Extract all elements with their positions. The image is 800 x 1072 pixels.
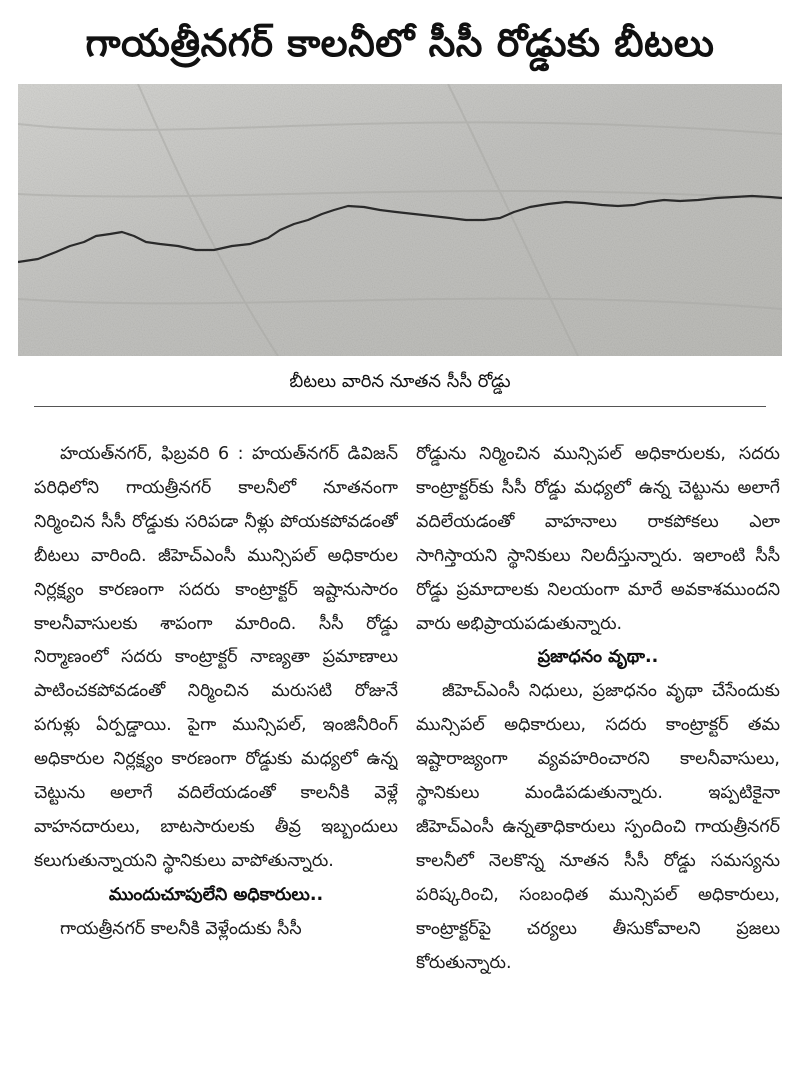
body-paragraph: రోడ్డును నిర్మించిన మున్సిపల్ అధికారులకు, సదరు కాంట్రాక్టర్‌కు సీసీ రోడ్డు మధ్యలో ఉన్న చెట్టును అలాగే వదిలేయడంతో వాహనాలు రాకపోకలు ఎలా సాగిస్తాయని స్థానికులు నిలదీస్తున్నారు. ఇలాంటి సీసీ రోడ్డు ప్రమాదాలకు నిలయంగా మారే అవకాశముందని వారు అభిప్రాయపడుతున్నారు.	[416, 444, 780, 634]
article-column-right	[416, 438, 780, 1058]
subheading: ప్రజాధనం వృథా..	[537, 647, 659, 668]
road-surface	[18, 84, 782, 356]
body-paragraph: హయత్‌నగర్, ఫిబ్రవరి 6 : హయత్‌నగర్ డివిజన్ పరిధిలోని గాయత్రీనగర్ కాలనీలో నూతనంగా నిర్మించిన సీసీ రోడ్డుకు సరిపడా నీళ్లు పోయకపోవడంతో బీటలు వారింది. జీహెచ్‌ఎంసీ మున్సిపల్ అధికారుల నిర్లక్ష్యం కారణంగా సదరు కాంట్రాక్టర్ ఇష్టానుసారం కాలనీవాసులకు శాపంగా మారింది. సీసీ రోడ్డు నిర్మాణంలో సదరు కాంట్రాక్టర్ నాణ్యతా ప్రమాణాలు పాటించకపోవడంతో నిర్మించిన మరుసటి రోజునే పగుళ్లు ఏర్పడ్డాయి. పైగా మున్సిపల్, ఇంజినీరింగ్ అధికారుల నిర్లక్ష్యం కారణంగా రోడ్డుకు మధ్యలో ఉన్న చెట్టును అలాగే వదిలేయడంతో కాలనీకి వెళ్లే వాహనదారులు, బాటసారులకు తీవ్ర ఇబ్బందులు కలుగుతున్నాయని స్థానికులు వాపోతున్నారు.	[34, 444, 398, 871]
headline: గాయత్రీనగర్ కాలనీలో సీసీ రోడ్డుకు బీటలు	[85, 21, 715, 65]
body-paragraph: జీహెచ్‌ఎంసీ నిధులు, ప్రజాధనం వృథా చేసేందుకు మున్సిపల్ అధికారులు, సదరు కాంట్రాక్టర్ తమ ఇష్టారాజ్యంగా వ్యవహరించారని కాలనీవాసులు, స్థానికులు మండిపడుతున్నారు. ఇప్పటికైనా జీహెచ్‌ఎంసీ ఉన్నతాధికారులు స్పందించి గాయత్రీనగర్ కాలనీలో నెలకొన్న నూతన సీసీ రోడ్డు సమస్యను పరిష్కరించి, సంబంధిత మున్సిపల్ అధికారులు, కాంట్రాక్టర్‌పై చర్యలు తీసుకోవాలని ప్రజలు కోరుతున్నారు.	[416, 681, 780, 973]
photo-caption: బీటలు వారిన నూతన సీసీ రోడ్డు	[289, 371, 511, 392]
article-column-left	[34, 438, 398, 1058]
caption-divider	[34, 406, 766, 407]
subheading: ముందుచూపులేని అధికారులు..	[108, 884, 324, 905]
road-crack-photo	[18, 84, 782, 356]
body-paragraph: గాయత్రీనగర్ కాలనీకి వెళ్లేందుకు సీసీ	[60, 918, 302, 939]
